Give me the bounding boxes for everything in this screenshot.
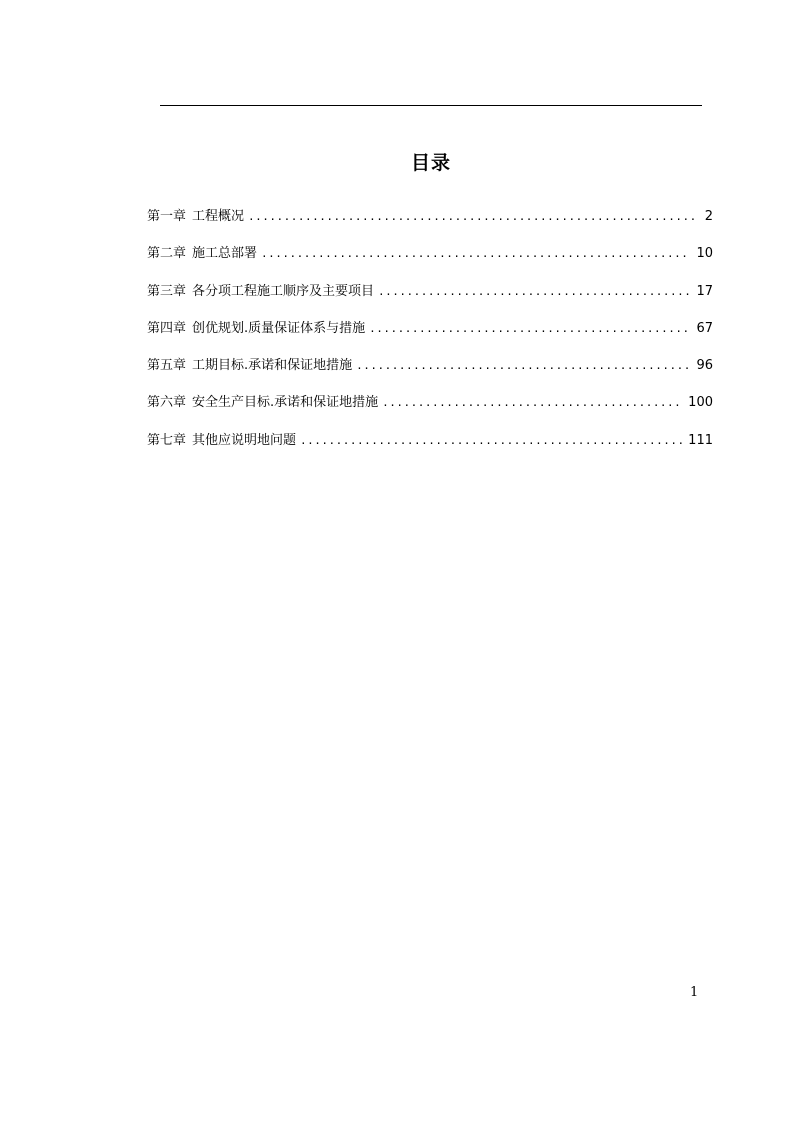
toc-entry-title: 创优规划.质量保证体系与措施 xyxy=(192,320,366,336)
toc-entry[interactable] xyxy=(147,355,713,392)
toc-page-number: 17 xyxy=(696,283,713,299)
toc-chapter-label: 第七章 xyxy=(147,432,187,448)
toc-entry[interactable] xyxy=(147,243,713,280)
toc-page-number: 96 xyxy=(696,358,713,374)
toc-entry[interactable] xyxy=(147,318,713,355)
toc-entry-title: 安全生产目标.承诺和保证地措施 xyxy=(192,395,379,411)
toc-entry-title: 各分项工程施工顺序及主要项目 xyxy=(192,283,375,299)
toc-title: 目录 xyxy=(410,152,451,174)
toc-chapter-label: 第六章 xyxy=(147,395,187,411)
toc-leader-dots: ............................................................ xyxy=(261,247,689,261)
toc-leader-dots: ............................................................... xyxy=(248,210,697,223)
toc-chapter-label: 第四章 xyxy=(147,320,187,336)
toc-leader-dots: ............................................. xyxy=(369,321,690,335)
table-of-contents xyxy=(147,206,713,467)
header-rule xyxy=(160,105,702,106)
toc-entry-title: 工期目标.承诺和保证地措施 xyxy=(192,358,353,374)
toc-entry-title: 其他应说明地问题 xyxy=(192,432,297,448)
toc-entry-title: 工程概况 xyxy=(192,209,245,224)
toc-leader-dots: .......................................... xyxy=(382,396,682,410)
toc-page-number: 111 xyxy=(688,432,713,448)
toc-entry[interactable] xyxy=(147,281,713,318)
toc-entry[interactable] xyxy=(147,206,713,243)
toc-chapter-label: 第二章 xyxy=(147,246,187,262)
toc-page-number: 10 xyxy=(696,246,713,262)
toc-entry-title: 施工总部署 xyxy=(192,246,258,262)
page-number: 1 xyxy=(690,985,699,1000)
toc-page-number: 2 xyxy=(704,209,713,224)
toc-leader-dots: ............................................... xyxy=(356,359,691,373)
toc-page-number: 67 xyxy=(696,320,713,336)
toc-chapter-label: 第一章 xyxy=(147,209,187,224)
toc-page-number: 100 xyxy=(688,395,713,411)
toc-entry[interactable] xyxy=(147,392,713,429)
toc-chapter-label: 第五章 xyxy=(147,358,187,374)
toc-chapter-label: 第三章 xyxy=(147,283,187,299)
toc-leader-dots: ............................................ xyxy=(378,284,692,298)
toc-leader-dots: ...................................................... xyxy=(300,433,685,447)
toc-entry[interactable] xyxy=(147,430,713,467)
